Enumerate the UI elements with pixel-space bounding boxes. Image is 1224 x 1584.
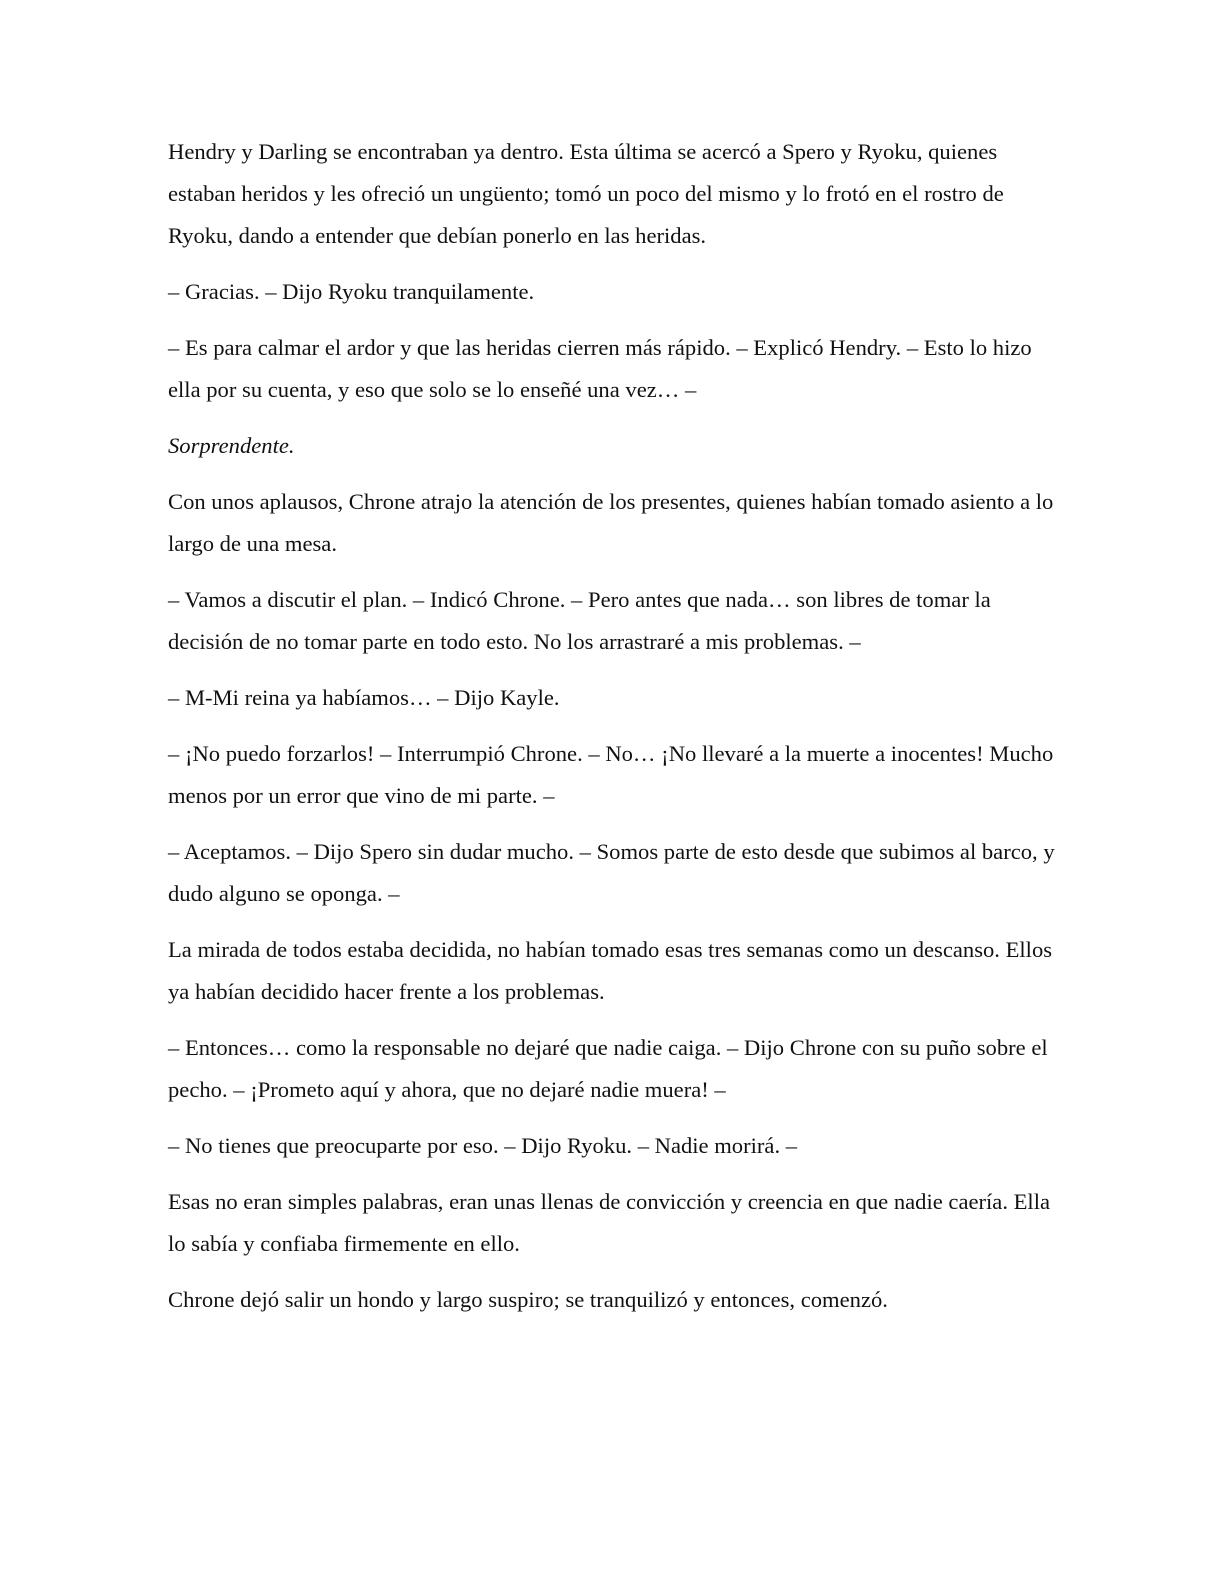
paragraph-14: Chrone dejó salir un hondo y largo suspiro; se tranquilizó y entonces, comenzó. [168,1287,888,1312]
paragraph-9: – Aceptamos. – Dijo Spero sin dudar mucho. – Somos parte de esto desde que subimos al barco, y dudo alguno se oponga. – [168,839,1055,906]
paragraph-7: – M-Mi reina ya habíamos… – Dijo Kayle. [168,685,560,710]
paragraph-5: Con unos aplausos, Chrone atrajo la atención de los presentes, quienes habían tomado asiento a lo largo de una mesa. [168,489,1054,556]
body-text [168,131,1056,1335]
paragraph-6: – Vamos a discutir el plan. – Indicó Chrone. – Pero antes que nada… son libres de tomar la decisión de no tomar parte en todo esto. No los arrastraré a mis problemas. – [168,587,991,654]
paragraph-13: Esas no eran simples palabras, eran unas llenas de convicción y creencia en que nadie caería. Ella lo sabía y confiaba firmemente en ello. [168,1189,1051,1256]
paragraph-8: – ¡No puedo forzarlos! – Interrumpió Chrone. – No… ¡No llevaré a la muerte a inocentes! Mucho menos por un error que vino de mi parte. – [168,741,1054,808]
paragraph-11: – Entonces… como la responsable no dejaré que nadie caiga. – Dijo Chrone con su puño sobre el pecho. – ¡Prometo aquí y ahora, que no dejaré nadie muera! – [168,1035,1048,1102]
paragraph-4: Sorprendente. [168,433,295,458]
paragraph-3: – Es para calmar el ardor y que las heridas cierren más rápido. – Explicó Hendry. – Esto lo hizo ella por su cuenta, y eso que solo se lo enseñé una vez… – [168,335,1032,402]
paragraph-10: La mirada de todos estaba decidida, no habían tomado esas tres semanas como un descanso. Ellos ya habían decidido hacer frente a los problemas. [168,937,1053,1004]
paragraph-2: – Gracias. – Dijo Ryoku tranquilamente. [168,279,535,304]
paragraph-1: Hendry y Darling se encontraban ya dentro. Esta última se acercó a Spero y Ryoku, quienes estaban heridos y les ofreció un ungüento; tomó un poco del mismo y lo frotó en el rostro de Ryoku, dando a entender que debían ponerlo en las heridas. [168,139,1004,248]
paragraph-12: – No tienes que preocuparte por eso. – Dijo Ryoku. – Nadie morirá. – [168,1133,798,1158]
